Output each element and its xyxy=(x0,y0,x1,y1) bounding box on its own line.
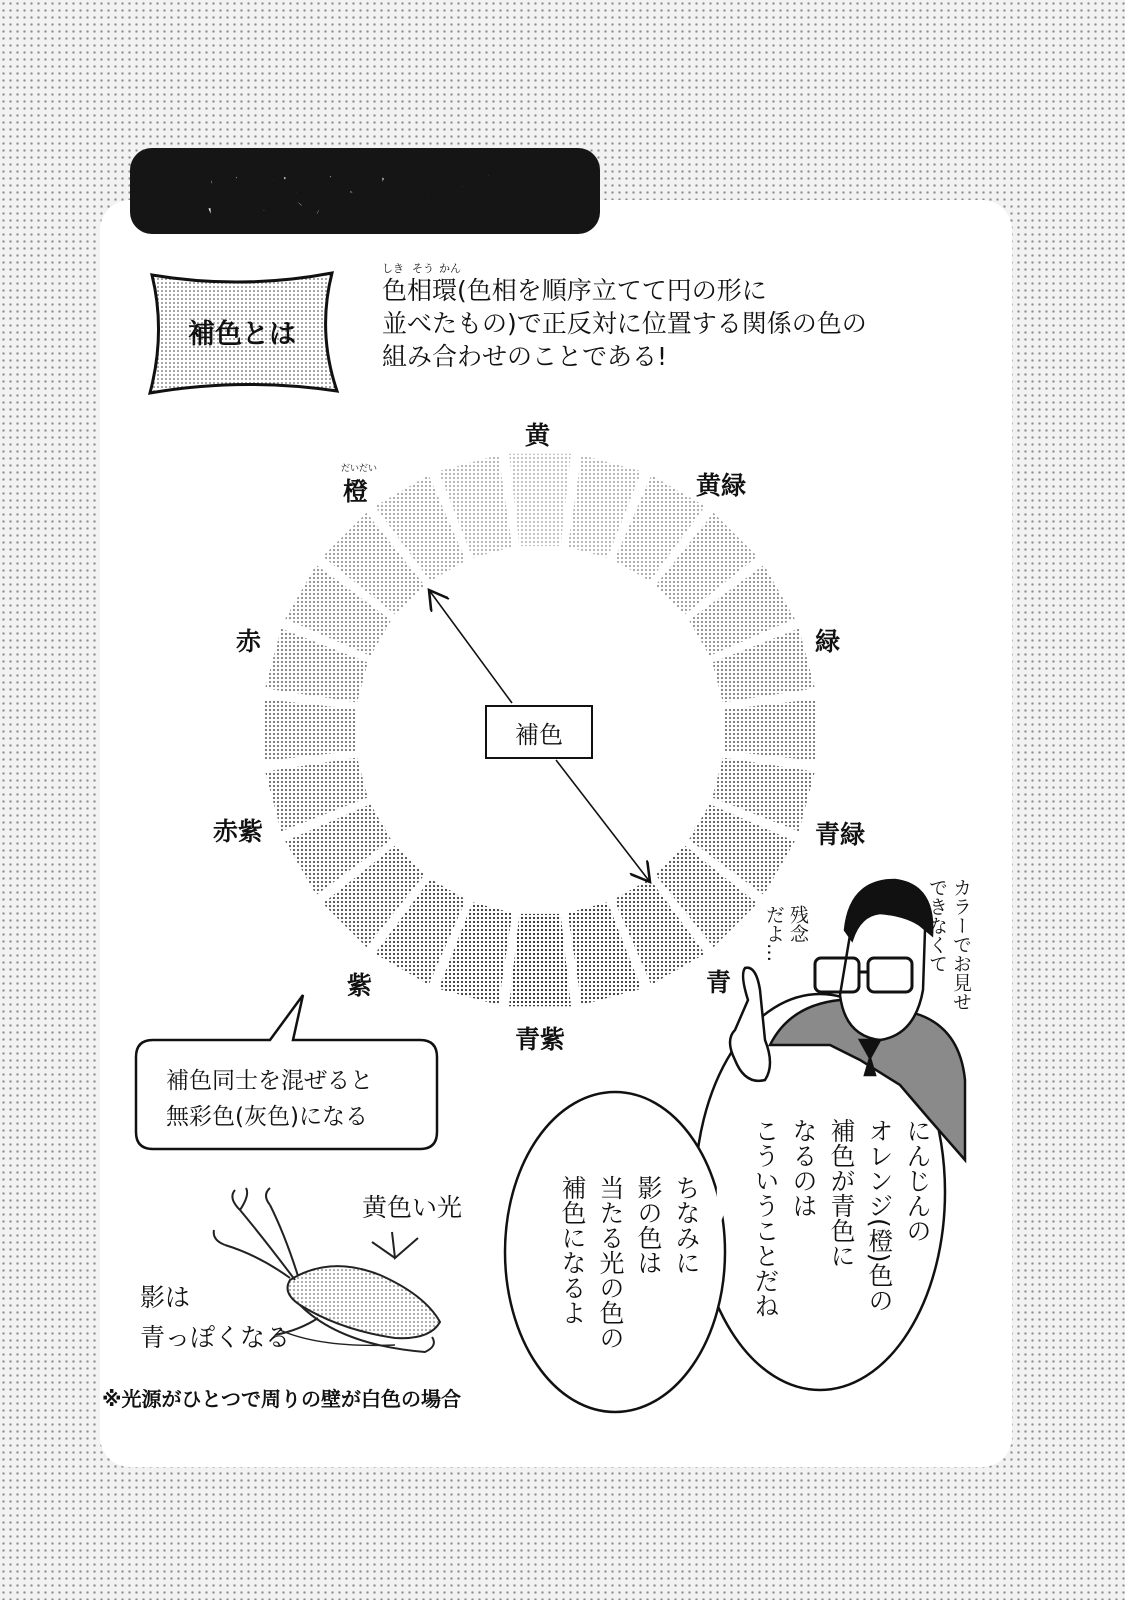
teacher-col-5: こういうことだね xyxy=(751,1118,780,1318)
label-orange-ruby: だいだい xyxy=(341,464,378,474)
definition-line-1: 色相環(色相を順序立てて円の形に xyxy=(382,276,767,305)
teacher-col-4: なるのは xyxy=(789,1118,818,1218)
mix-line-2: 無彩色(灰色)になる xyxy=(166,1104,368,1130)
label-blue: 青 xyxy=(706,968,732,997)
label-blue-purple: 青紫 xyxy=(515,1025,566,1054)
handwritten-yellow-light: 黄色い光 xyxy=(362,1193,463,1222)
definition-line-2: 並べたもの)で正反対に位置する関係の色の xyxy=(382,309,867,338)
teacher-col-1: にんじんの xyxy=(903,1118,932,1243)
sorry-line-2: だよ… xyxy=(763,905,785,962)
color-show-line-2: できなくて xyxy=(926,878,948,973)
label-orange: 橙 xyxy=(343,477,369,506)
handwritten-shadow-2: 青っぽくなる xyxy=(140,1323,291,1352)
label-yellow-green: 黄緑 xyxy=(696,471,747,500)
teacher-col-2: オレンジ(橙)色の xyxy=(865,1118,894,1313)
label-red-purple: 赤紫 xyxy=(213,817,264,846)
teacher-col-3: 補色が青色に xyxy=(827,1118,856,1268)
label-red: 赤 xyxy=(236,627,262,656)
color-show-line-1: カラーでお見せ xyxy=(950,878,972,1011)
label-yellow: 黄 xyxy=(525,421,551,450)
footnote: ※光源がひとつで周りの壁が白色の場合 xyxy=(102,1387,462,1411)
teacher2-col-3: 当たる光の色の xyxy=(596,1175,625,1350)
mix-line-1: 補色同士を混ぜると xyxy=(166,1068,373,1094)
label-green: 緑 xyxy=(815,627,841,656)
sorry-line-1: 残念 xyxy=(787,905,809,943)
page-title: はみだし解説 xyxy=(199,166,530,227)
teacher2-col-4: 補色になるよ xyxy=(558,1175,587,1325)
ruby-kan: かん xyxy=(439,262,461,275)
ruby-sou: そう xyxy=(412,262,434,275)
badge-label: 補色とは xyxy=(188,319,296,350)
complementary-label: 補色 xyxy=(515,720,563,749)
ruby-shiki: しき xyxy=(382,262,404,275)
teacher2-col-1: ちなみに xyxy=(672,1175,701,1275)
teacher2-col-2: 影の色は xyxy=(634,1175,663,1275)
definition-line-3: 組み合わせのことである! xyxy=(382,342,668,371)
label-purple: 紫 xyxy=(347,971,373,1000)
label-blue-green: 青緑 xyxy=(815,820,866,849)
handwritten-shadow-1: 影は xyxy=(140,1283,191,1312)
